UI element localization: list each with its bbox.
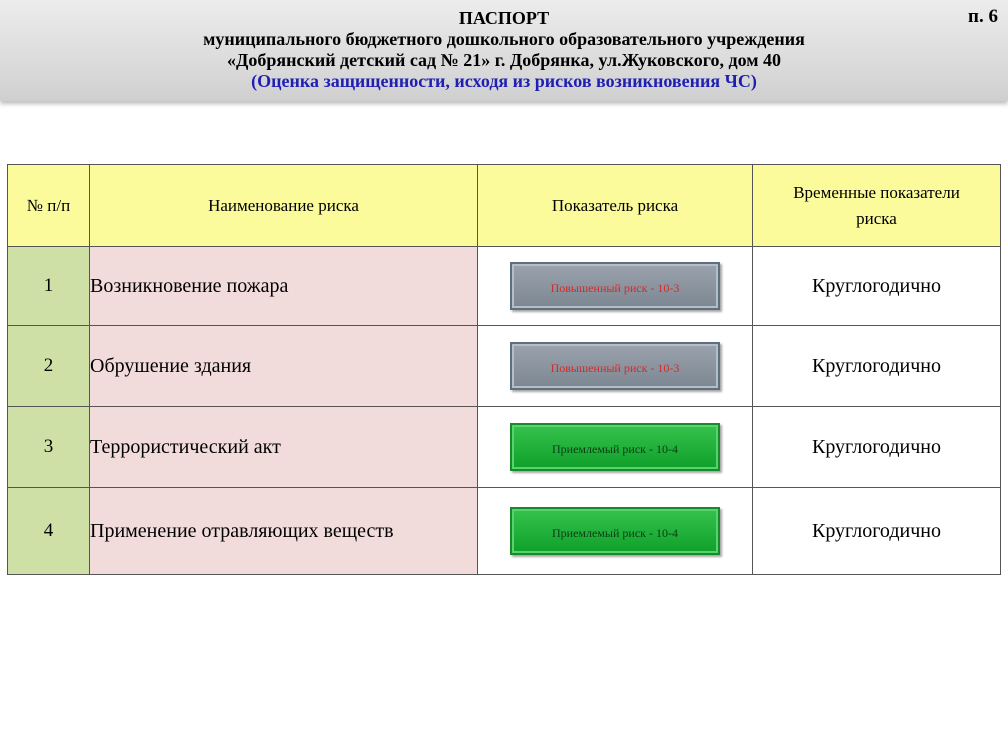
risk-level-badge: Приемлемый риск - 10-4 (510, 507, 720, 555)
col-header-indicator: Показатель риска (478, 165, 753, 247)
title-line-2: муниципального бюджетного дошкольного образовательного учреждения (203, 29, 805, 49)
page-title: ПАСПОРТ (458, 8, 550, 28)
risk-period: Круглогодично (753, 247, 1001, 326)
row-number: 2 (8, 326, 90, 407)
col-header-period: Временные показатели риска (753, 165, 1001, 247)
row-number: 4 (8, 488, 90, 575)
table-header-row (8, 165, 1001, 247)
risk-indicator-cell (478, 488, 753, 575)
risk-indicator-cell (478, 326, 753, 407)
risk-period: Круглогодично (753, 407, 1001, 488)
page-number: п. 6 (968, 6, 998, 27)
title-block (0, 8, 1008, 92)
table-row (8, 326, 1001, 407)
table-row (8, 407, 1001, 488)
risk-level-badge: Приемлемый риск - 10-4 (510, 423, 720, 471)
title-line-3: «Добрянский детский сад № 21» г. Добрянка, ул.Жуковского, дом 40 (226, 50, 782, 70)
risk-period: Круглогодично (753, 326, 1001, 407)
col-header-name: Наименование риска (90, 165, 478, 247)
risk-level-badge: Повышенный риск - 10-3 (510, 342, 720, 390)
risk-name: Возникновение пожара (90, 247, 478, 326)
risk-period: Круглогодично (753, 488, 1001, 575)
col-header-num: № п/п (8, 165, 90, 247)
table-row (8, 247, 1001, 326)
risk-indicator-cell (478, 407, 753, 488)
risk-level-badge: Повышенный риск - 10-3 (510, 262, 720, 310)
table-row (8, 488, 1001, 575)
row-number: 3 (8, 407, 90, 488)
header-banner (0, 0, 1008, 101)
risk-name: Обрушение здания (90, 326, 478, 407)
risk-indicator-cell (478, 247, 753, 326)
subtitle: (Оценка защищенности, исходя из рисков возникновения ЧС) (251, 71, 757, 91)
row-number: 1 (8, 247, 90, 326)
risk-name: Террористический акт (90, 407, 478, 488)
risk-table (7, 164, 1001, 575)
risk-name: Применение отравляющих веществ (90, 488, 478, 575)
